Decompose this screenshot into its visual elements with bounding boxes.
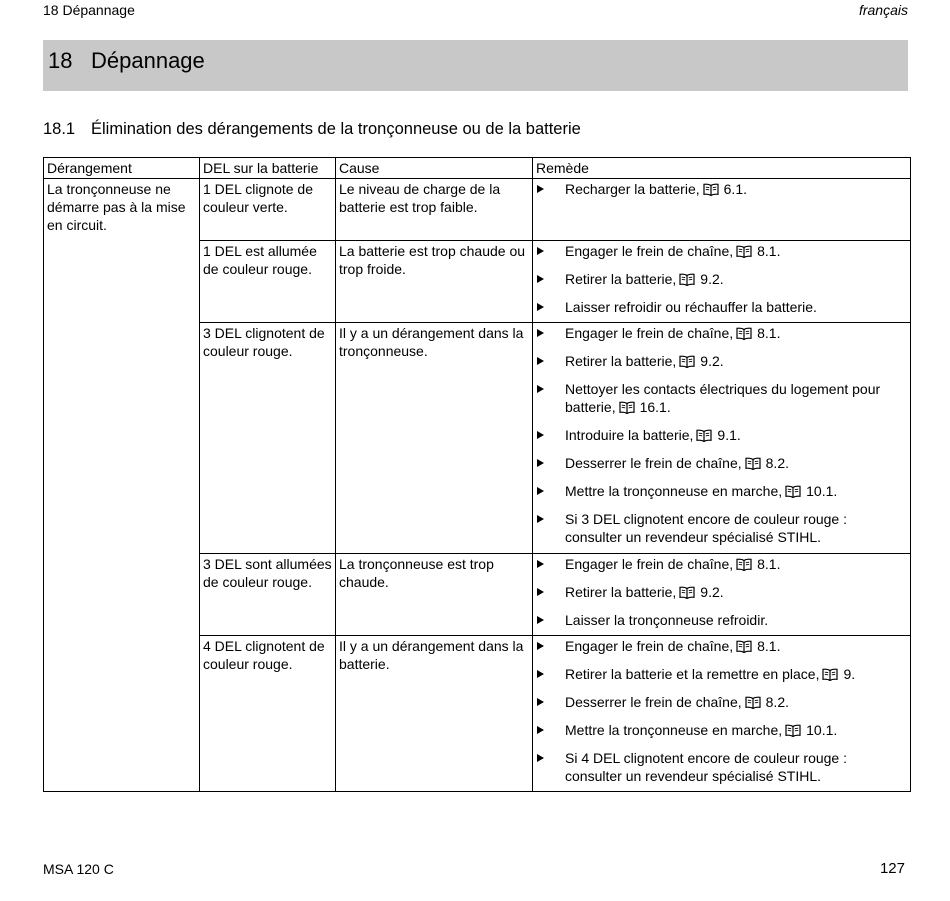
- remedy-step: [536, 611, 907, 629]
- manual-book-icon: [679, 586, 695, 599]
- remedy-step: [536, 454, 907, 472]
- remedy-step-text: Engager le frein de chaîne,: [565, 243, 734, 259]
- footer-model: MSA 120 C: [43, 861, 114, 877]
- remedy-step-reference: 16.1.: [639, 399, 671, 415]
- remedy-step: [536, 426, 907, 444]
- led-cell: 3 DEL clignotent de couleur rouge.: [200, 323, 336, 554]
- cause-cell: La batterie est trop chaude ou trop froide.: [336, 241, 533, 323]
- table-row: [44, 179, 911, 241]
- column-header-cause: Cause: [336, 158, 533, 179]
- remedy-step: [536, 665, 907, 683]
- remedy-step-text: Introduire la batterie,: [565, 427, 694, 443]
- remedy-step-text: Mettre la tronçonneuse en marche,: [565, 483, 783, 499]
- manual-book-icon: [619, 401, 635, 414]
- remedy-steps-list: [536, 555, 907, 629]
- arrow-bullet-icon: [537, 616, 544, 624]
- manual-book-icon: [736, 245, 752, 258]
- remedy-step-text: Engager le frein de chaîne,: [565, 556, 734, 572]
- remedy-steps-list: [536, 180, 907, 198]
- column-header-led: DEL sur la batterie: [200, 158, 336, 179]
- arrow-bullet-icon: [537, 754, 544, 762]
- remedy-step-text: Laisser refroidir ou réchauffer la batterie.: [565, 299, 817, 315]
- remedy-step: [536, 555, 907, 573]
- remedy-step: [536, 721, 907, 739]
- remedy-step-reference: 8.1.: [757, 556, 781, 572]
- remedy-step-reference: 9.2.: [700, 353, 724, 369]
- remedy-step: [536, 352, 907, 370]
- remedy-step: [536, 583, 907, 601]
- manual-book-icon: [785, 485, 801, 498]
- remedy-step-reference: 8.1.: [757, 638, 781, 654]
- remedy-step-text: Desserrer le frein de chaîne,: [565, 694, 742, 710]
- manual-book-icon: [745, 696, 761, 709]
- remedy-step-text: Retirer la batterie et la remettre en place,: [565, 666, 820, 682]
- remedy-steps-list: [536, 637, 907, 785]
- led-cell: 1 DEL clignote de couleur verte.: [200, 179, 336, 241]
- remedy-step-text: Retirer la batterie,: [565, 271, 677, 287]
- remedy-step-text: Si 3 DEL clignotent encore de couleur rouge : consulter un revendeur spécialisé STIHL.: [565, 511, 847, 545]
- remedy-step-reference: 8.1.: [757, 243, 781, 259]
- manual-book-icon: [703, 183, 719, 196]
- cause-cell: Il y a un dérangement dans la tronçonneuse.: [336, 323, 533, 554]
- remedy-step: [536, 324, 907, 342]
- remedy-step-reference: 8.2.: [765, 455, 789, 471]
- chapter-title: Dépannage: [91, 48, 205, 73]
- remedy-step-text: Recharger la batterie,: [565, 181, 700, 197]
- arrow-bullet-icon: [537, 357, 544, 365]
- remedy-step: [536, 693, 907, 711]
- remedy-cell: [533, 554, 911, 636]
- manual-book-icon: [696, 429, 712, 442]
- arrow-bullet-icon: [537, 642, 544, 650]
- remedy-step-text: Retirer la batterie,: [565, 353, 677, 369]
- remedy-step-reference: 8.2.: [765, 694, 789, 710]
- remedy-step-reference: 9.1.: [717, 427, 741, 443]
- remedy-step-reference: 8.1.: [757, 325, 781, 341]
- manual-book-icon: [736, 640, 752, 653]
- arrow-bullet-icon: [537, 303, 544, 311]
- manual-book-icon: [745, 457, 761, 470]
- led-cell: 1 DEL est allumée de couleur rouge.: [200, 241, 336, 323]
- cause-cell: La tronçonneuse est trop chaude.: [336, 554, 533, 636]
- remedy-cell: [533, 179, 911, 241]
- cause-cell: Il y a un dérangement dans la batterie.: [336, 636, 533, 792]
- remedy-step: [536, 242, 907, 260]
- troubleshooting-table: [43, 157, 911, 792]
- manual-book-icon: [736, 558, 752, 571]
- arrow-bullet-icon: [537, 247, 544, 255]
- remedy-step-text: Mettre la tronçonneuse en marche,: [565, 722, 783, 738]
- led-cell: 3 DEL sont allumées de couleur rouge.: [200, 554, 336, 636]
- remedy-step-text: Engager le frein de chaîne,: [565, 325, 734, 341]
- remedy-cell: [533, 323, 911, 554]
- remedy-steps-list: [536, 324, 907, 546]
- remedy-step: [536, 380, 907, 416]
- remedy-step-text: Retirer la batterie,: [565, 584, 677, 600]
- arrow-bullet-icon: [537, 431, 544, 439]
- remedy-steps-list: [536, 242, 907, 316]
- remedy-step-text: Engager le frein de chaîne,: [565, 638, 734, 654]
- header-chapter-label: 18 Dépannage: [43, 2, 135, 18]
- manual-book-icon: [679, 355, 695, 368]
- arrow-bullet-icon: [537, 459, 544, 467]
- arrow-bullet-icon: [537, 487, 544, 495]
- remedy-cell: [533, 241, 911, 323]
- remedy-step-text: Laisser la tronçonneuse refroidir.: [565, 612, 769, 628]
- arrow-bullet-icon: [537, 670, 544, 678]
- fault-cell: La tronçonneuse ne démarre pas à la mise en circuit.: [44, 179, 200, 792]
- remedy-step: [536, 270, 907, 288]
- remedy-step-text: Desserrer le frein de chaîne,: [565, 455, 742, 471]
- arrow-bullet-icon: [537, 726, 544, 734]
- manual-book-icon: [679, 273, 695, 286]
- arrow-bullet-icon: [537, 698, 544, 706]
- header-language-label: français: [858, 2, 908, 18]
- section-title: Élimination des dérangements de la tronçonneuse ou de la batterie: [91, 120, 581, 138]
- arrow-bullet-icon: [537, 185, 544, 193]
- column-header-remedy: Remède: [533, 158, 911, 179]
- manual-book-icon: [736, 327, 752, 340]
- remedy-step-text: Si 4 DEL clignotent encore de couleur rouge : consulter un revendeur spécialisé STIHL.: [565, 750, 847, 784]
- arrow-bullet-icon: [537, 588, 544, 596]
- remedy-step: [536, 298, 907, 316]
- arrow-bullet-icon: [537, 515, 544, 523]
- chapter-heading: [43, 40, 908, 91]
- remedy-step-reference: 9.: [843, 666, 856, 682]
- remedy-step-reference: 10.1.: [806, 722, 838, 738]
- remedy-step: [536, 749, 907, 785]
- arrow-bullet-icon: [537, 275, 544, 283]
- remedy-step-reference: 10.1.: [806, 483, 838, 499]
- arrow-bullet-icon: [537, 560, 544, 568]
- remedy-step: [536, 510, 907, 546]
- remedy-step-text: Nettoyer les contacts électriques du logement pour batterie,: [565, 381, 881, 415]
- led-cell: 4 DEL clignotent de couleur rouge.: [200, 636, 336, 792]
- arrow-bullet-icon: [537, 385, 544, 393]
- remedy-step: [536, 482, 907, 500]
- table-body: [44, 179, 911, 792]
- remedy-step-reference: 9.2.: [700, 271, 724, 287]
- column-header-fault: Dérangement: [44, 158, 200, 179]
- page-number: 127: [879, 860, 905, 877]
- table-header-row: [44, 158, 911, 179]
- remedy-step-reference: 6.1.: [723, 181, 747, 197]
- running-header: [43, 0, 908, 20]
- manual-book-icon: [822, 668, 838, 681]
- arrow-bullet-icon: [537, 329, 544, 337]
- manual-book-icon: [785, 724, 801, 737]
- remedy-cell: [533, 636, 911, 792]
- chapter-number: 18: [48, 48, 73, 73]
- remedy-step-reference: 9.2.: [700, 584, 724, 600]
- section-number: 18.1: [43, 120, 76, 138]
- cause-cell: Le niveau de charge de la batterie est trop faible.: [336, 179, 533, 241]
- remedy-step: [536, 180, 907, 198]
- remedy-step: [536, 637, 907, 655]
